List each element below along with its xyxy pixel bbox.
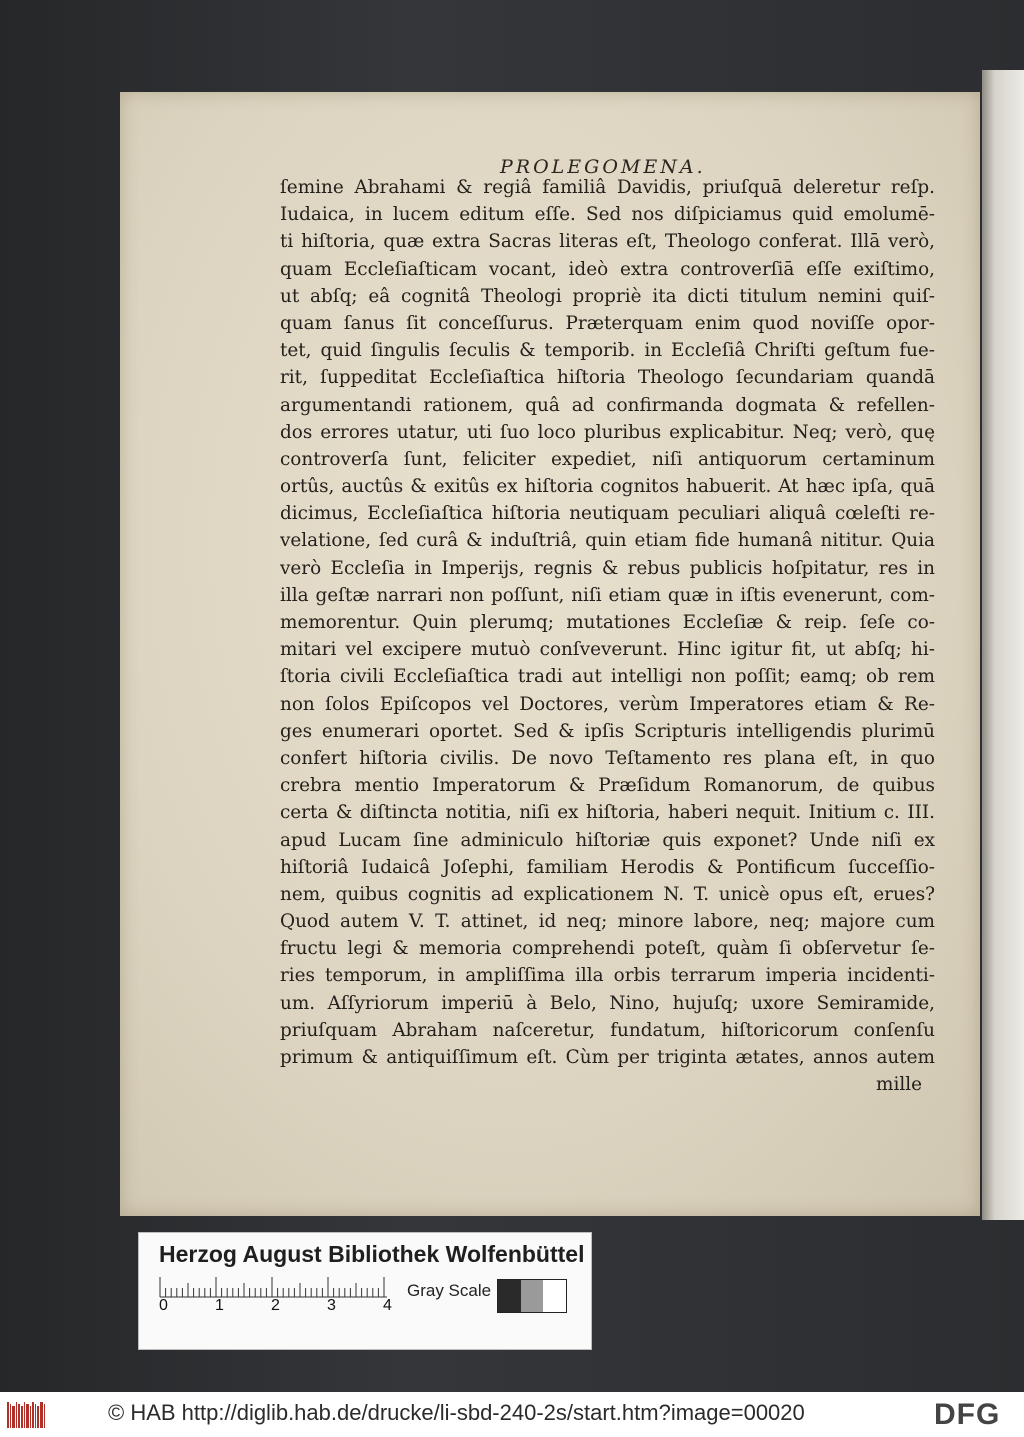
text-line: argumentandi rationem, quâ ad confirmanda dogmata & refellen- (280, 394, 935, 416)
color-calibration-card (138, 1232, 592, 1350)
text-line: Quod autem V. T. attinet, id neq; minore labore, neq; majore cum (280, 911, 935, 933)
text-line: tet, quid ſingulis ſeculis & temporib. in Eccleſiâ Chriſti geſtum fue- (280, 340, 935, 362)
text-line: ries temporum, in ampliſſima illa orbis terrarum imperia incidenti- (280, 965, 935, 987)
gray-swatch-mid (521, 1280, 544, 1312)
ruler-number: 4 (383, 1297, 392, 1314)
barcode-bar (30, 1406, 31, 1428)
footer-bar (0, 1392, 1024, 1437)
text-line: dicimus, Eccleſiaſtica hiſtoria neutiquam peculiari aliquâ cœleſti re- (280, 503, 935, 525)
text-line: fructu legi & memoria comprehendi poteſt, quàm ſi obſervetur ſe- (280, 938, 935, 960)
text-line: illa geſtæ narrari non poſſunt, niſi etiam quæ in iſtis evenerunt, com- (280, 584, 935, 606)
text-line: ſtoria civili Eccleſiaſtica tradi aut intelligi non poſſit; eamq; ob rem (280, 666, 935, 688)
footer-link[interactable]: © HAB http://diglib.hab.de/drucke/li-sbd-240-2s/start.htm?image=00020 (108, 1400, 805, 1425)
text-line: quam Eccleſiaſticam vocant, ideò extra controverſiā eſſe exiſtimo, (280, 258, 935, 280)
next-page-edge (982, 70, 1024, 1220)
barcode-bar (18, 1404, 20, 1428)
ruler-number: 3 (327, 1297, 336, 1314)
text-line: velatione, ſed curâ & induſtriâ, quin etiam fide humanâ nititur. Quia (280, 530, 935, 552)
text-line: Iudaica, in lucem editum eſſe. Sed nos diſpiciamus quid emolumē- (280, 204, 935, 226)
text-line: crebra mentio Imperatorum & Præſidum Romanorum, de quibus (280, 775, 935, 797)
text-line: ut abſq; eâ cognitâ Theologi propriè ita dicti titulum nemini quiſ- (280, 285, 935, 307)
barcode-bar (21, 1406, 23, 1428)
gray-swatch-dark (498, 1280, 521, 1312)
text-line: priuſquam Abraham naſceretur, fundatum, hiſtoricorum conſenſu (280, 1019, 935, 1041)
gray-scale-swatches (497, 1279, 567, 1313)
text-line: ti hiſtoria, quæ extra Sacras literas eſt, Theologo conferat. Illā verò, (280, 231, 935, 253)
hab-barcode-logo-icon (6, 1400, 50, 1430)
gray-swatch-white (543, 1280, 566, 1312)
barcode-bar (40, 1402, 43, 1428)
text-line: ortûs, auctûs & exitûs ex hiſtoria cognitos habuerit. At hæc ipſa, quā (280, 476, 935, 498)
card-title: Herzog August Bibliothek Wolfenbüttel (159, 1241, 585, 1267)
barcode-bar (12, 1406, 15, 1428)
catchword: mille (876, 1074, 922, 1095)
running-head: PROLEGOMENA. (500, 156, 706, 178)
barcode-bar (7, 1402, 9, 1428)
text-line: primum & antiquiſſimum eſt. Cùm per triginta ætates, annos autem (280, 1047, 935, 1068)
text-line: hiſtoriâ Iudaicâ Joſephi, familiam Herodis & Pontificum ſucceſſio- (280, 856, 935, 878)
text-line: certa & diſtincta notitia, niſi ex hiſtoria, haberi nequit. Initium c. III. (280, 802, 935, 824)
text-line: ſemine Abrahami & regiâ familiâ Davidis, priuſquā deleretur reſp. (280, 177, 935, 198)
barcode-bar (32, 1402, 34, 1428)
text-line: verò Eccleſia in Imperijs, regnis & rebus publicis hoſpitatur, res in (280, 557, 935, 579)
dfg-logo: DFG (934, 1398, 1001, 1431)
text-line: quam ſanus ſit conceſſurus. Præterquam enim quod noviſſe opor- (280, 312, 935, 334)
book-page (120, 92, 980, 1216)
barcode-bar (37, 1406, 39, 1428)
text-line: um. Aſſyriorum imperiū à Belo, Nino, hujuſq; uxore Semiramide, (280, 992, 935, 1014)
barcode-bar (35, 1404, 36, 1428)
text-line: mitari vel excipere mutuò conſveverunt. Hinc igitur fit, ut abſq; hi- (280, 639, 935, 661)
gray-scale-label: Gray Scale (407, 1281, 492, 1300)
text-line: dos errores utatur, uti ſuo loco pluribus explicabitur. Neq; verò, quę (280, 421, 935, 443)
text-line: non ſolos Epiſcopos vel Doctores, verùm Imperatores etiam & Re- (280, 693, 935, 715)
barcode-bar (24, 1402, 25, 1428)
text-line: memorentur. Quin plerumq; mutationes Eccleſiæ & reip. ſeſe co- (280, 612, 935, 633)
text-line: confert hiſtoria civilis. De novo Teſtamento res plana eſt, in quo (280, 747, 935, 769)
text-line: apud Lucam ſine adminiculo hiſtoriæ quis exponet? Unde niſi ex (280, 829, 935, 851)
ruler-number: 0 (159, 1297, 168, 1314)
ruler-number: 1 (215, 1297, 224, 1314)
text-line: ges enumerari oportet. Sed & ipſis Scripturis intelligendis plurimū (280, 720, 935, 742)
barcode-bar (26, 1404, 29, 1428)
text-line: controverſa ſunt, feliciter expediet, niſi antiquorum certaminum (280, 448, 935, 470)
body-text (280, 174, 935, 1071)
barcode-bar (10, 1404, 11, 1428)
barcode-bar (44, 1404, 45, 1428)
ruler-number: 2 (271, 1297, 280, 1314)
text-line: rit, ſuppeditat Eccleſiaſtica hiſtoria Theologo ſecundariam quandā (280, 367, 935, 389)
text-line: nem, quibus cognitis ad explicationem N. T. unicè opus eſt, erues? (280, 883, 935, 905)
barcode-bar (16, 1402, 17, 1428)
